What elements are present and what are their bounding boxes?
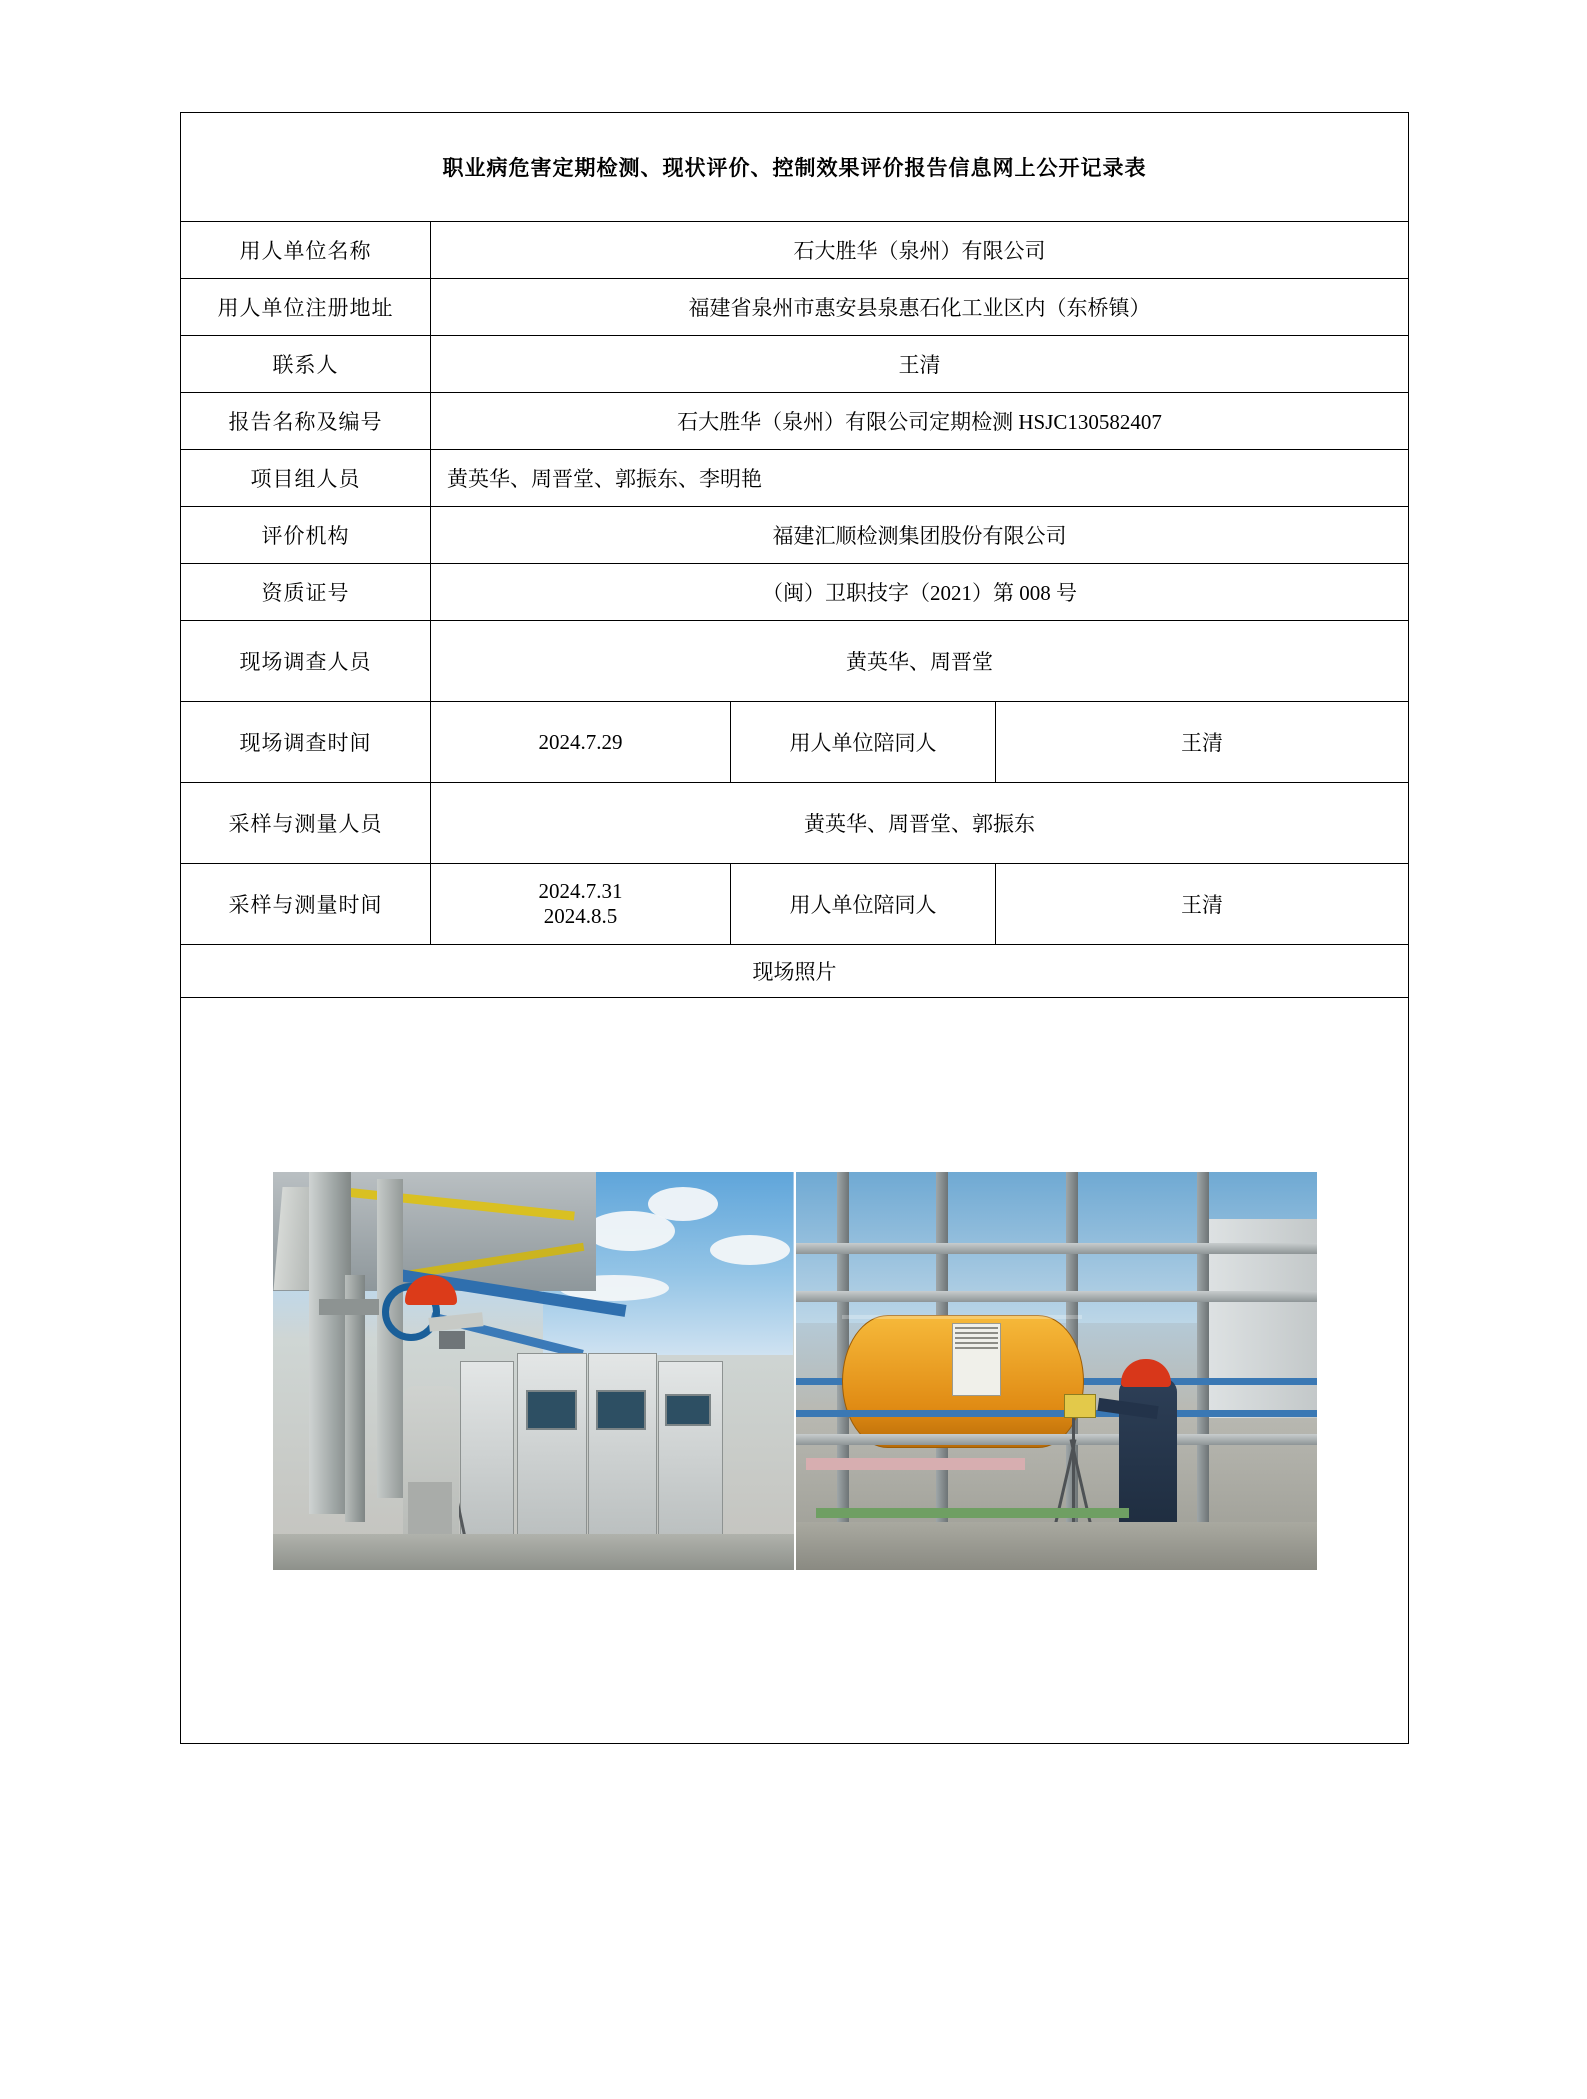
nameplate-line	[955, 1347, 998, 1349]
pink-pipe	[806, 1458, 1025, 1470]
tank-nameplate	[952, 1323, 1001, 1397]
row-label-survey-companion: 用人单位陪同人	[731, 702, 996, 783]
row-value-project-team: 黄英华、周晋堂、郭振东、李明艳	[431, 450, 1409, 507]
site-photos-cell	[181, 998, 1409, 1744]
row-label-registered-address: 用人单位注册地址	[181, 279, 431, 336]
table-row	[181, 783, 1409, 864]
row-label-site-survey-time: 现场调查时间	[181, 702, 431, 783]
control-cabinet	[460, 1361, 514, 1554]
measuring-instrument	[1064, 1394, 1096, 1418]
control-cabinet	[588, 1353, 658, 1554]
table-row	[181, 564, 1409, 621]
row-label-qualification-number: 资质证号	[181, 564, 431, 621]
row-label-report-name-number: 报告名称及编号	[181, 393, 431, 450]
steel-column	[1197, 1172, 1209, 1570]
row-label-employer-name: 用人单位名称	[181, 222, 431, 279]
table-row	[181, 702, 1409, 783]
row-value-report-name-number: 石大胜华（泉州）有限公司定期检测 HSJC130582407	[431, 393, 1409, 450]
blue-railing	[796, 1410, 1317, 1417]
row-value-sampling-companion: 王清	[996, 864, 1409, 945]
table-row	[181, 945, 1409, 998]
cabinet-screen	[526, 1390, 577, 1430]
table-row	[181, 222, 1409, 279]
table-row	[181, 621, 1409, 702]
nameplate-line	[955, 1342, 998, 1344]
table-row	[181, 450, 1409, 507]
public-disclosure-record-table	[180, 112, 1409, 1744]
table-row	[181, 393, 1409, 450]
ground-region	[796, 1522, 1317, 1570]
row-label-site-survey-staff: 现场调查人员	[181, 621, 431, 702]
photo-gallery	[181, 1172, 1408, 1570]
row-value-sampling-time	[431, 864, 731, 945]
table-row-title	[181, 113, 1409, 222]
nameplate-line	[955, 1332, 998, 1334]
row-label-sampling-staff: 采样与测量人员	[181, 783, 431, 864]
row-value-contact-person: 王清	[431, 336, 1409, 393]
horizontal-pipe	[796, 1243, 1317, 1254]
sampling-time-line-1: 2024.7.31	[538, 879, 623, 903]
nameplate-line	[955, 1327, 998, 1329]
row-label-project-team: 项目组人员	[181, 450, 431, 507]
table-row	[181, 336, 1409, 393]
horizontal-pipe	[796, 1434, 1317, 1445]
red-helmet-icon	[1121, 1359, 1171, 1387]
row-label-sampling-companion: 用人单位陪同人	[731, 864, 996, 945]
row-label-contact-person: 联系人	[181, 336, 431, 393]
photo-right-orange-tank	[796, 1172, 1317, 1570]
row-value-qualification-number: （闽）卫职技字（2021）第 008 号	[431, 564, 1409, 621]
row-label-site-photos: 现场照片	[181, 945, 1409, 998]
cloud-shape	[648, 1187, 718, 1221]
table-row	[181, 279, 1409, 336]
tank-highlight	[842, 1315, 1082, 1319]
photo-left-plant-control-cabinets	[273, 1172, 794, 1570]
measuring-instrument	[439, 1331, 465, 1349]
floor-region	[273, 1534, 794, 1570]
row-value-employer-name: 石大胜华（泉州）有限公司	[431, 222, 1409, 279]
row-value-site-survey-staff: 黄英华、周晋堂	[431, 621, 1409, 702]
row-label-assessment-agency: 评价机构	[181, 507, 431, 564]
row-value-assessment-agency: 福建汇顺检测集团股份有限公司	[431, 507, 1409, 564]
control-cabinet	[658, 1361, 723, 1554]
row-value-registered-address: 福建省泉州市惠安县泉惠石化工业区内（东桥镇）	[431, 279, 1409, 336]
table-row	[181, 864, 1409, 945]
table-row-photos	[181, 998, 1409, 1744]
cabinet-screen	[596, 1390, 647, 1430]
horizontal-pipe	[796, 1291, 1317, 1302]
row-value-sampling-staff: 黄英华、周晋堂、郭振东	[431, 783, 1409, 864]
green-pipe	[816, 1508, 1129, 1518]
row-value-site-survey-time: 2024.7.29	[431, 702, 731, 783]
table-row	[181, 507, 1409, 564]
row-value-survey-companion: 王清	[996, 702, 1409, 783]
cabinet-screen	[665, 1394, 711, 1426]
sampling-time-line-2: 2024.8.5	[543, 904, 618, 928]
control-cabinet	[517, 1353, 587, 1554]
row-label-sampling-time: 采样与测量时间	[181, 864, 431, 945]
page-title: 职业病危害定期检测、现状评价、控制效果评价报告信息网上公开记录表	[181, 113, 1409, 222]
nameplate-line	[955, 1337, 998, 1339]
pipe-flange	[319, 1299, 379, 1315]
